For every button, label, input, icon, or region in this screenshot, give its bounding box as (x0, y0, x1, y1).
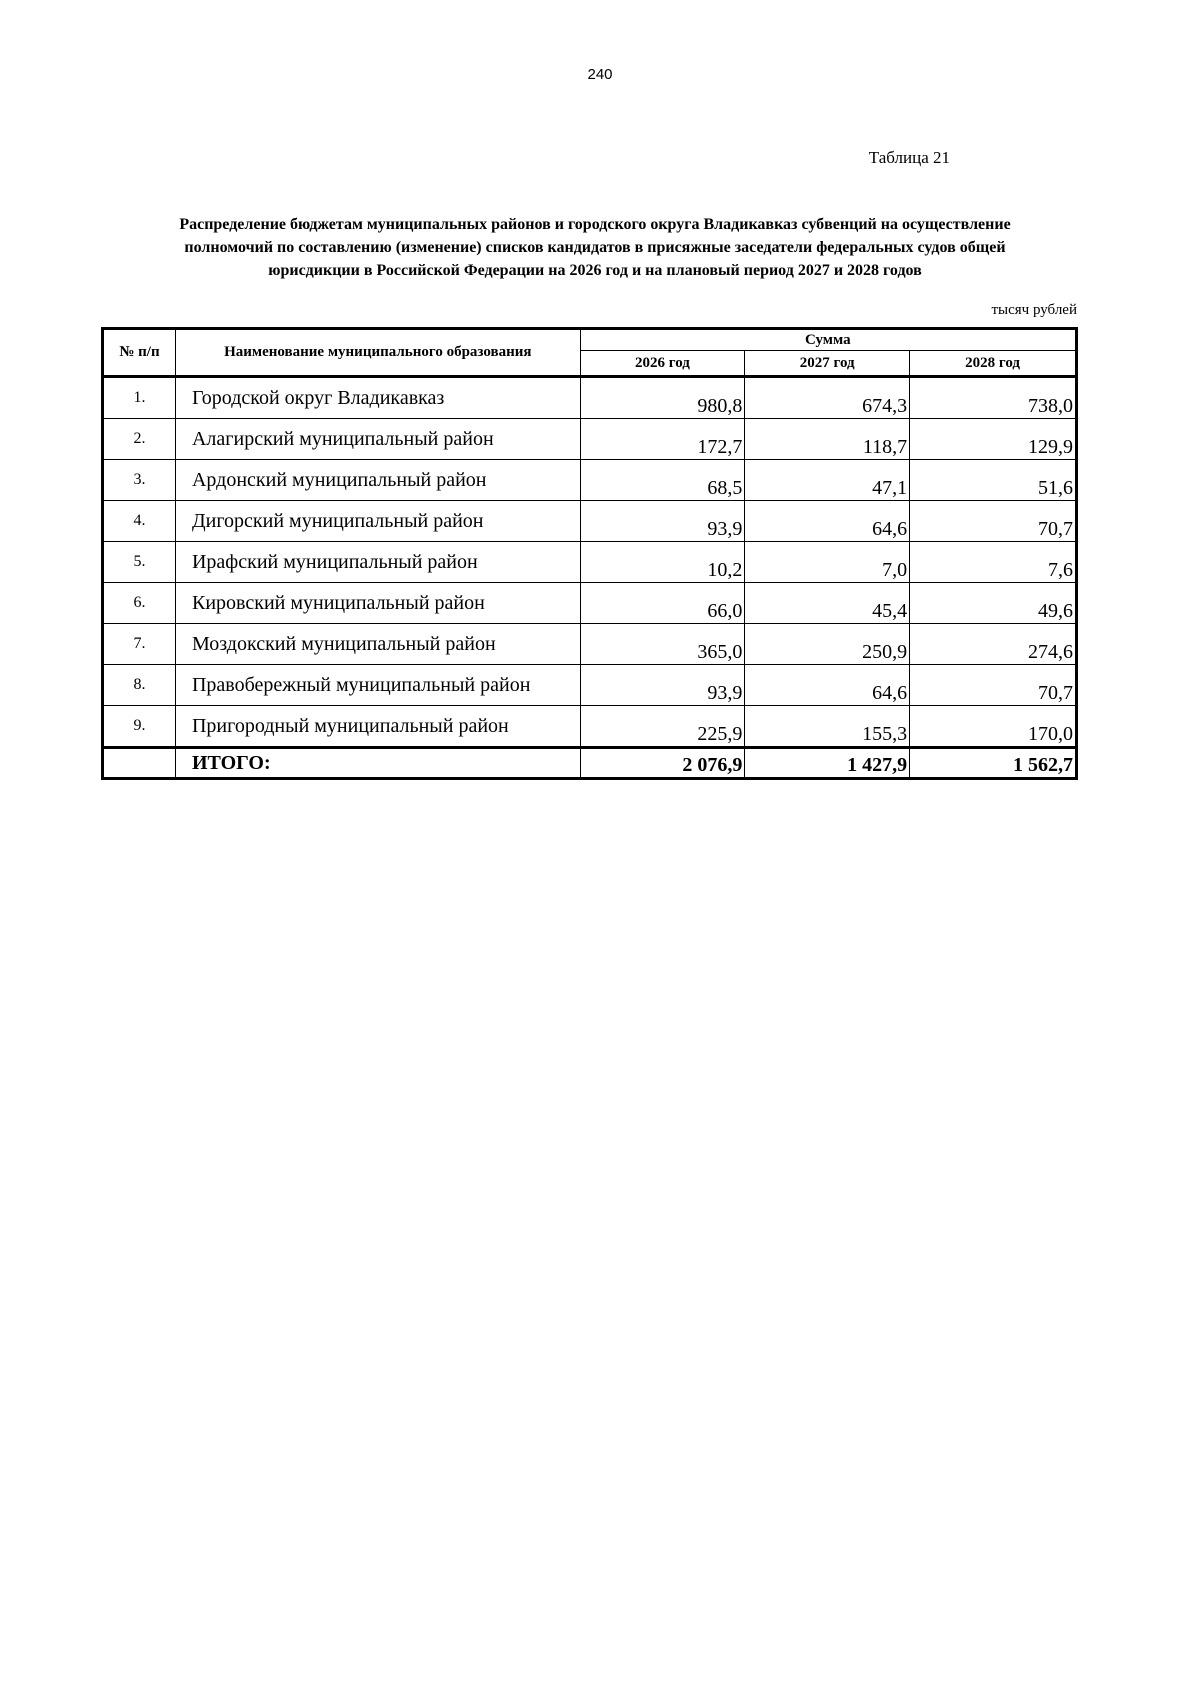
row-value-2026: 172,7 (580, 419, 745, 460)
row-value-2027: 64,6 (745, 501, 910, 542)
row-name: Моздокский муниципальный район (175, 624, 580, 665)
row-index: 4. (103, 501, 176, 542)
total-value-2027: 1 427,9 (745, 748, 910, 779)
row-value-2026: 66,0 (580, 583, 745, 624)
row-value-2027: 118,7 (745, 419, 910, 460)
row-name: Ирафский муниципальный район (175, 542, 580, 583)
table-row (103, 501, 1077, 542)
row-value-2026: 365,0 (580, 624, 745, 665)
row-name: Правобережный муниципальный район (175, 665, 580, 706)
row-index: 9. (103, 706, 176, 748)
title-line-1: Распределение бюджетам муниципальных районов и городского округа Владикавказ субвенций на осуществление (179, 216, 1011, 233)
row-value-2027: 7,0 (745, 542, 910, 583)
row-value-2026: 93,9 (580, 501, 745, 542)
total-row (103, 748, 1077, 779)
title-line-2: полномочий по составлению (изменение) списков кандидатов в присяжные заседатели федеральных судов общей (184, 239, 1006, 256)
table-row (103, 624, 1077, 665)
row-value-2027: 155,3 (745, 706, 910, 748)
total-index (103, 748, 176, 779)
row-name: Дигорский муниципальный район (175, 501, 580, 542)
row-value-2028: 129,9 (910, 419, 1077, 460)
table-row (103, 665, 1077, 706)
row-name: Городской округ Владикавказ (175, 377, 580, 419)
row-value-2027: 674,3 (745, 377, 910, 419)
row-value-2026: 68,5 (580, 460, 745, 501)
header-year-2027: 2027 год (745, 351, 910, 377)
table-row (103, 419, 1077, 460)
row-value-2026: 225,9 (580, 706, 745, 748)
table-row (103, 542, 1077, 583)
row-value-2028: 51,6 (910, 460, 1077, 501)
table-row (103, 377, 1077, 419)
header-name: Наименование муниципального образования (175, 329, 580, 377)
table-label: Таблица 21 (868, 148, 950, 167)
document-title (95, 213, 1095, 282)
row-index: 6. (103, 583, 176, 624)
table-row (103, 706, 1077, 748)
total-value-2028: 1 562,7 (910, 748, 1077, 779)
row-value-2027: 47,1 (745, 460, 910, 501)
table-row (103, 460, 1077, 501)
row-value-2028: 70,7 (910, 665, 1077, 706)
header-year-2026: 2026 год (580, 351, 745, 377)
page-number: 240 (587, 66, 613, 83)
row-value-2026: 10,2 (580, 542, 745, 583)
row-name: Ардонский муниципальный район (175, 460, 580, 501)
row-index: 7. (103, 624, 176, 665)
row-index: 2. (103, 419, 176, 460)
row-value-2026: 980,8 (580, 377, 745, 419)
row-value-2028: 170,0 (910, 706, 1077, 748)
row-value-2026: 93,9 (580, 665, 745, 706)
total-value-2026: 2 076,9 (580, 748, 745, 779)
row-index: 1. (103, 377, 176, 419)
units-label: тысяч рублей (991, 302, 1077, 318)
row-index: 5. (103, 542, 176, 583)
header-number: № п/п (103, 329, 176, 377)
budget-table (101, 327, 1078, 780)
row-index: 8. (103, 665, 176, 706)
row-value-2027: 45,4 (745, 583, 910, 624)
header-sum: Сумма (580, 329, 1076, 351)
total-label: ИТОГО: (175, 748, 580, 779)
table-row (103, 583, 1077, 624)
row-index: 3. (103, 460, 176, 501)
row-name: Алагирский муниципальный район (175, 419, 580, 460)
row-name: Пригородный муниципальный район (175, 706, 580, 748)
title-line-3: юрисдикции в Российской Федерации на 2026 год и на плановый период 2027 и 2028 годов (268, 262, 922, 279)
header-year-2028: 2028 год (910, 351, 1077, 377)
row-name: Кировский муниципальный район (175, 583, 580, 624)
row-value-2028: 49,6 (910, 583, 1077, 624)
row-value-2028: 7,6 (910, 542, 1077, 583)
row-value-2028: 70,7 (910, 501, 1077, 542)
row-value-2027: 64,6 (745, 665, 910, 706)
row-value-2027: 250,9 (745, 624, 910, 665)
row-value-2028: 738,0 (910, 377, 1077, 419)
row-value-2028: 274,6 (910, 624, 1077, 665)
